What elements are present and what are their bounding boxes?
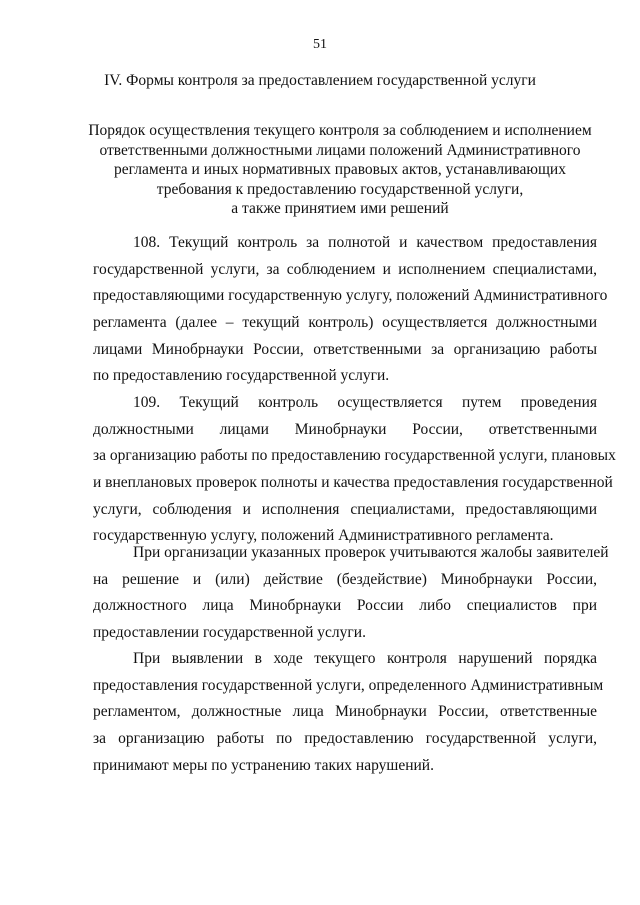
text-line: 108. Текущий контроль за полнотой и качеством предоставления bbox=[133, 234, 597, 251]
text-line: регламента (далее – текущий контроль) осуществляется должностными bbox=[93, 314, 597, 332]
paragraph-complaints bbox=[93, 540, 609, 647]
text-line: При выявлении в ходе текущего контроля нарушений порядка bbox=[133, 650, 597, 667]
page-number: 51 bbox=[313, 37, 327, 52]
text-line: государственной услуги, за соблюдением и исполнением специалистами, bbox=[93, 260, 597, 278]
text-line: и внеплановых проверок полноты и качества предоставления государственной bbox=[93, 474, 613, 492]
text-line: должностного лица Минобрнауки России либо специалистов при bbox=[93, 597, 597, 615]
text-line: 109. Текущий контроль осуществляется путем проведения bbox=[133, 394, 597, 411]
text-line: должностными лицами Минобрнауки России, ответственными bbox=[93, 420, 597, 438]
subheading-line: а также принятием ими решений bbox=[231, 200, 449, 217]
text-line: При организации указанных проверок учитываются жалобы заявителей bbox=[133, 544, 609, 561]
text-line: услуги, соблюдения и исполнения специалистами, предоставляющими bbox=[93, 500, 597, 518]
subheading-line: ответственными должностными лицами положений Административного bbox=[99, 141, 581, 159]
text-line: по предоставлению государственной услуги. bbox=[93, 367, 390, 385]
subheading-line: Порядок осуществления текущего контроля за соблюдением и исполнением bbox=[88, 122, 592, 139]
text-line: предоставляющими государственную услугу, положений Административного bbox=[93, 287, 608, 305]
text-line: государственную услугу, положений Административного регламента. bbox=[93, 527, 554, 545]
text-line: лицами Минобрнауки России, ответственными за организацию работы bbox=[93, 340, 597, 358]
section-title: IV. Формы контроля за предоставлением государственной услуги bbox=[104, 72, 536, 89]
paragraph-109 bbox=[93, 390, 616, 550]
paragraph-108 bbox=[93, 230, 608, 390]
subheading bbox=[80, 121, 600, 219]
text-line: предоставлении государственной услуги. bbox=[93, 624, 366, 642]
text-line: за организацию работы по предоставлению государственной услуги, bbox=[93, 730, 597, 748]
text-line: регламентом, должностные лица Минобрнауки России, ответственные bbox=[93, 703, 597, 721]
text-line: за организацию работы по предоставлению государственной услуги, плановых bbox=[93, 447, 616, 465]
text-line: предоставления государственной услуги, определенного Административным bbox=[93, 676, 604, 694]
subheading-line: регламента и иных нормативных правовых актов, устанавливающих bbox=[114, 161, 566, 178]
paragraph-violations bbox=[93, 646, 604, 779]
text-line: на решение и (или) действие (бездействие) Минобрнауки России, bbox=[93, 570, 597, 588]
text-line: принимают меры по устранению таких нарушений. bbox=[93, 756, 434, 774]
subheading-line: требования к предоставлению государственной услуги, bbox=[156, 180, 524, 198]
